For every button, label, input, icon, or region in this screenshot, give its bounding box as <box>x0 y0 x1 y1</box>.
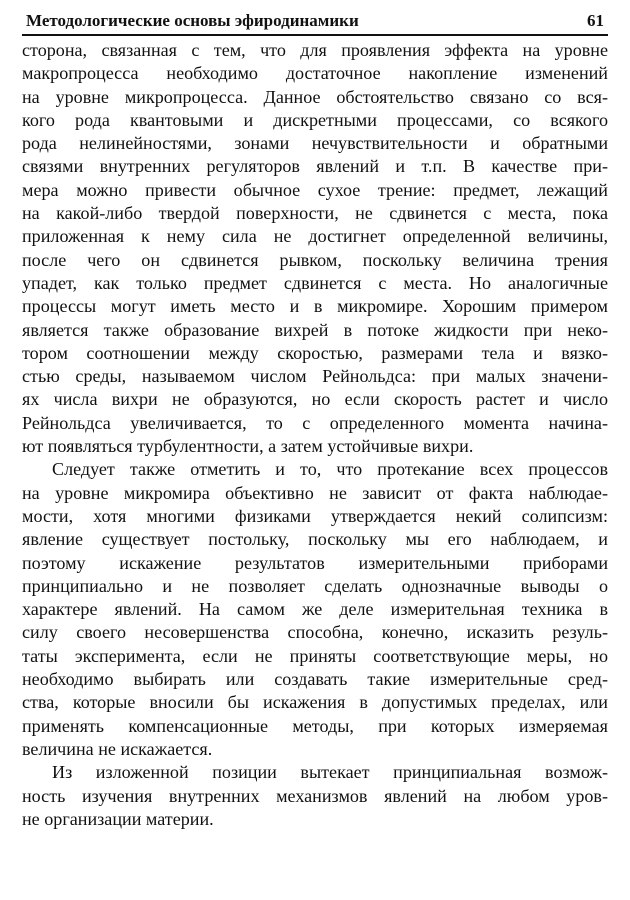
page-number: 61 <box>587 11 604 30</box>
body-text <box>22 39 608 831</box>
text-line: на какой-либо твердой поверхности, не сдвинется с места, пока <box>22 203 608 224</box>
text-line: силу своего несовершенства способна, конечно, исказить резуль- <box>22 622 608 643</box>
text-line: макропроцесса необходимо достаточное накопление изменений <box>22 63 608 84</box>
text-line: рода нелинейностями, зонами нечувствительности и обратными <box>22 133 608 154</box>
text-line: ность изучения внутренних механизмов явлений на любом уров- <box>22 785 608 806</box>
text-line: таты эксперимента, если не приняты соответствующие меры, но <box>22 645 608 666</box>
text-line: Из изложенной позиции вытекает принципиальная возмож- <box>52 762 608 783</box>
text-line: приложенная к нему сила не достигнет определенной величины, <box>22 226 608 247</box>
running-title: Методологические основы эфиродинамики <box>26 11 359 30</box>
text-line: упадет, как только предмет сдвинется с места. Но аналогичные <box>22 272 608 293</box>
paragraph <box>22 39 608 458</box>
text-line: на уровне микромира объективно не зависит от факта наблюдае- <box>22 482 608 503</box>
text-line: величина не искажается. <box>22 738 213 759</box>
text-line: характере явлений. На самом же деле измерительная техника в <box>22 599 608 620</box>
paragraph <box>22 458 608 761</box>
text-line: сторона, связанная с тем, что для проявления эффекта на уровне <box>22 40 608 60</box>
text-line: мости, хотя многими физиками утверждается некий солипсизм: <box>22 505 608 526</box>
text-line: поэтому искажение результатов измерительными приборами <box>22 552 608 573</box>
text-line: связями внутренних регуляторов явлений и т.п. В качестве при- <box>22 156 608 177</box>
text-line: кого рода квантовыми и дискретными процессами, со всякого <box>22 109 608 130</box>
text-line: необходимо выбирать или создавать такие измерительные сред- <box>22 669 608 690</box>
text-line: ства, которые вносили бы искажения в допустимых пределах, или <box>22 692 608 713</box>
text-line: является также образование вихрей в потоке жидкости при неко- <box>22 319 608 340</box>
running-header <box>22 10 608 36</box>
text-line: применять компенсационные методы, при которых измеряемая <box>22 715 608 736</box>
text-line: принципиально и не позволяет сделать однозначные выводы о <box>22 575 608 596</box>
text-line: ях числа вихри не образуются, но если скорость растет и число <box>22 389 608 410</box>
text-line: ют появляться турбулентности, а затем устойчивые вихри. <box>22 436 474 457</box>
text-line: явление существует постольку, поскольку мы его наблюдаем, и <box>22 529 608 550</box>
text-line: мера можно привести обычное сухое трение: предмет, лежащий <box>22 179 608 200</box>
text-line: стью среды, называемом числом Рейнольдса: при малых значени- <box>22 366 608 387</box>
text-line: тором соотношении между скоростью, размерами тела и вязко- <box>22 342 608 363</box>
text-line: на уровне микропроцесса. Данное обстоятельство связано со вся- <box>22 86 608 107</box>
text-line: Рейнольдса увеличивается, то с определенного момента начина- <box>22 412 608 433</box>
text-line: после чего он сдвинется рывком, поскольку величина трения <box>22 249 608 270</box>
text-line: не организации материи. <box>22 808 214 829</box>
text-line: Следует также отметить и то, что протекание всех процессов <box>52 459 608 480</box>
paragraph <box>22 761 608 831</box>
text-line: процессы могут иметь место и в микромире. Хорошим примером <box>22 296 608 317</box>
